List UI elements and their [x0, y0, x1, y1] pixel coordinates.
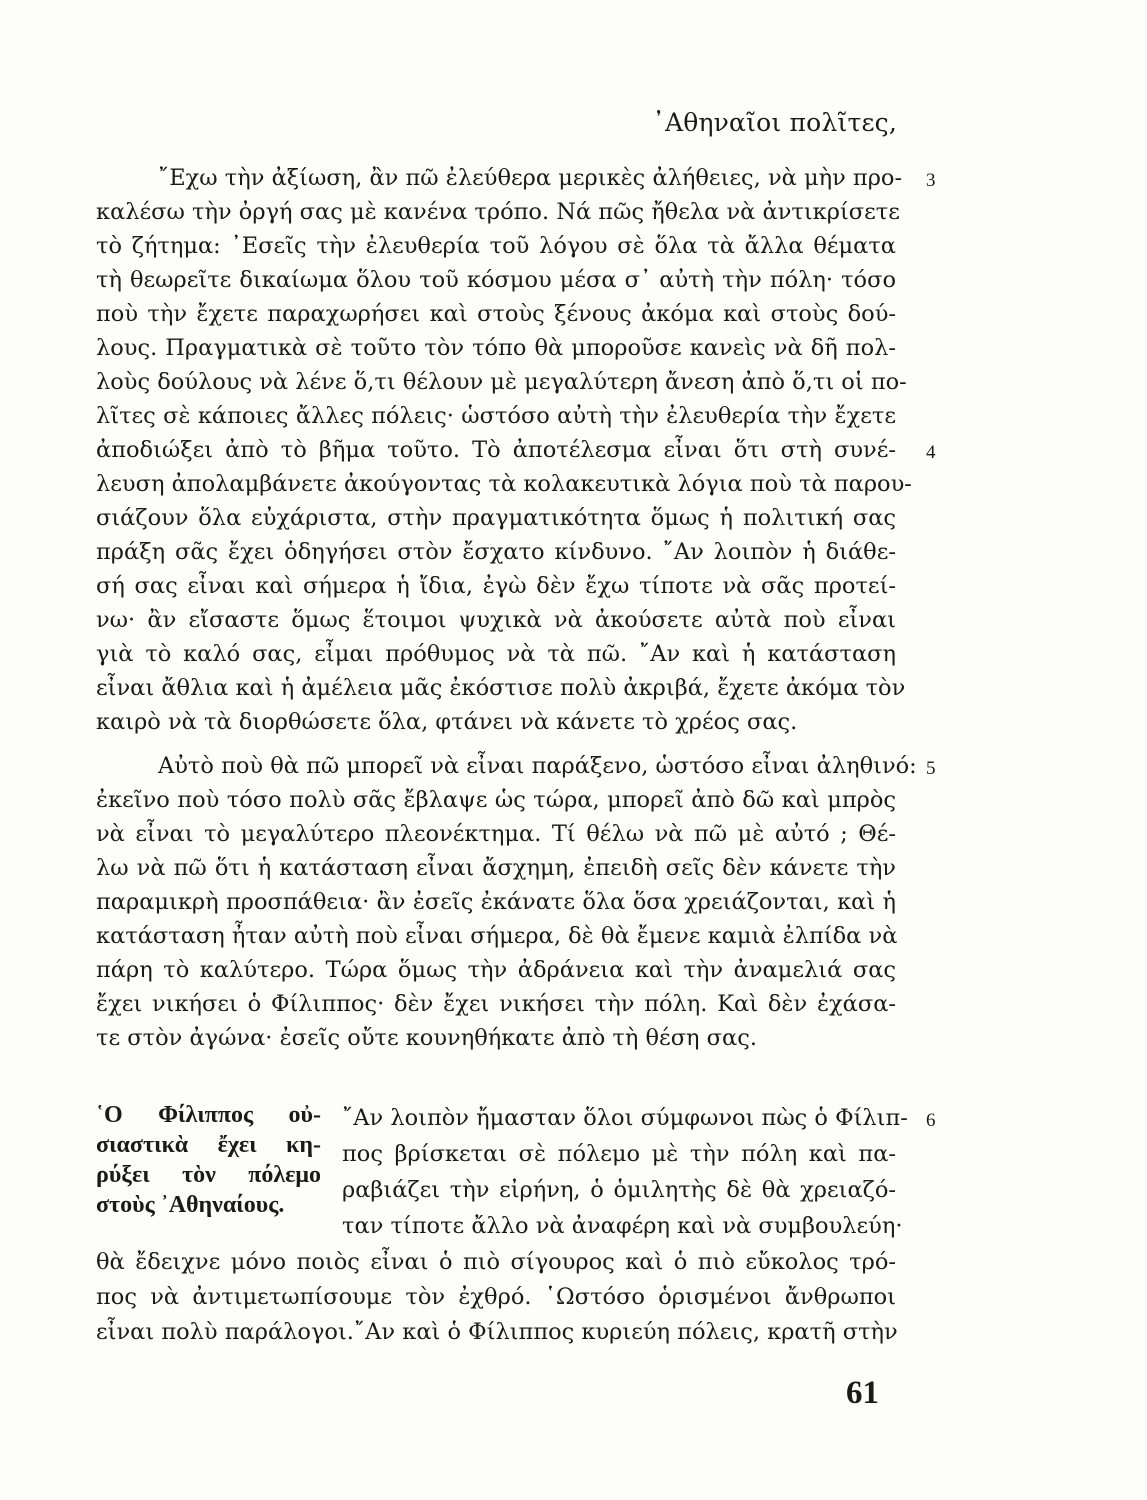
text-line: εἶναι πολὺ παράλογοι.῎Αν καὶ ὁ Φίλιππος κυριεύη πόλεις, κρατῆ στὴν [96, 1319, 898, 1345]
margin-summary-line: ῾Ο Φίλιππος οὐ- [96, 1102, 321, 1128]
text-line: νὰ εἶναι τὸ μεγαλύτερο πλεονέκτημα. Τί θέλω νὰ πῶ μὲ αὐτό ; Θέ- [96, 821, 896, 847]
text-line: λευση ἀπολαμβάνετε ἀκούγοντας τὰ κολακευτικὰ λόγια ποὺ τὰ παρου- [96, 471, 912, 497]
text-line: ραβιάζει τὴν εἰρήνη, ὁ ὁμιλητὴς δὲ θὰ χρειαζό- [342, 1177, 896, 1203]
text-line: πράξη σᾶς ἔχει ὁδηγήσει στὸν ἔσχατο κίνδυνο. ῎Αν λοιπὸν ἡ διάθε- [96, 539, 896, 565]
margin-paragraph-number: 3 [926, 170, 936, 191]
text-line: ἐκεῖνο ποὺ τόσο πολὺ σᾶς ἔβλαψε ὡς τώρα, μπορεῖ ἀπὸ δῶ καὶ μπρὸς [96, 787, 896, 813]
text-line: κατάσταση ἦταν αὐτὴ ποὺ εἶναι σήμερα, δὲ θὰ ἔμενε καμιὰ ἐλπίδα νὰ [96, 923, 898, 949]
text-line: λω νὰ πῶ ὅτι ἡ κατάσταση εἶναι ἄσχημη, ἐπειδὴ σεῖς δὲν κάνετε τὴν [96, 855, 896, 881]
page-number: 61 [846, 1375, 879, 1411]
address-heading: ᾿Αθηναῖοι πολῖτες, [652, 108, 897, 137]
text-line: εἶναι ἄθλια καὶ ἡ ἀμέλεια μᾶς ἐκόστισε πολὺ ἀκριβά, ἔχετε ἀκόμα τὸν [96, 675, 906, 701]
text-line: νω· ἂν εἴσαστε ὅμως ἕτοιμοι ψυχικὰ νὰ ἀκούσετε αὐτὰ ποὺ εἶναι [96, 607, 896, 633]
margin-paragraph-number: 5 [926, 758, 936, 779]
text-line: λῖτες σὲ κάποιες ἄλλες πόλεις· ὡστόσο αὐτὴ τὴν ἐλευθερία τὴν ἔχετε [96, 403, 896, 429]
text-line: θὰ ἔδειχνε μόνο ποιὸς εἶναι ὁ πιὸ σίγουρος καὶ ὁ πιὸ εὔκολος τρό- [96, 1249, 896, 1275]
text-line: Αὐτὸ ποὺ θὰ πῶ μπορεῖ νὰ εἶναι παράξενο, ὡστόσο εἶναι ἀληθινό: [158, 753, 917, 779]
text-line: λοὺς δούλους νὰ λένε ὅ,τι θέλουν μὲ μεγαλύτερη ἄνεση ἀπὸ ὅ,τι οἱ πο- [96, 369, 907, 395]
margin-summary-line: σιαστικὰ ἔχει κη- [96, 1132, 321, 1158]
margin-paragraph-number: 4 [926, 442, 936, 463]
margin-summary-line: ρύξει τὸν πόλεμο [96, 1162, 321, 1188]
text-line: σή σας εἶναι καὶ σήμερα ἡ ἴδια, ἐγὼ δὲν ἔχω τίποτε νὰ σᾶς προτεί- [96, 573, 896, 599]
text-line: τε στὸν ἀγώνα· ἐσεῖς οὔτε κουνηθήκατε ἀπὸ τὴ θέση σας. [96, 1025, 757, 1051]
margin-paragraph-number: 6 [926, 1110, 936, 1131]
text-line: τὴ θεωρεῖτε δικαίωμα ὅλου τοῦ κόσμου μέσα σ᾿ αὐτὴ τὴν πόλη· τόσο [96, 267, 896, 293]
text-line: πος βρίσκεται σὲ πόλεμο μὲ τὴν πόλη καὶ πα- [342, 1141, 896, 1167]
text-line: πος νὰ ἀντιμετωπίσουμε τὸν ἐχθρό. ῾Ωστόσο ὁρισμένοι ἄνθρωποι [96, 1284, 896, 1310]
text-line: γιὰ τὸ καλό σας, εἶμαι πρόθυμος νὰ τὰ πῶ. ῎Αν καὶ ἡ κατάσταση [96, 641, 896, 667]
text-line: ἔχει νικήσει ὁ Φίλιππος· δὲν ἔχει νικήσει τὴν πόλη. Καὶ δὲν ἐχάσα- [96, 991, 896, 1017]
text-line: ταν τίποτε ἄλλο νὰ ἀναφέρη καὶ νὰ συμβουλεύη· [342, 1213, 903, 1239]
text-line: πάρη τὸ καλύτερο. Τώρα ὅμως τὴν ἀδράνεια καὶ τὴν ἀναμελιά σας [96, 957, 896, 983]
text-line: ῎Εχω τὴν ἀξίωση, ἂν πῶ ἐλεύθερα μερικὲς ἀλήθειες, νὰ μὴν προ- [158, 165, 903, 191]
text-line: ῎Αν λοιπὸν ἤμασταν ὅλοι σύμφωνοι πὼς ὁ Φίλιπ- [342, 1105, 908, 1131]
text-line: ἀποδιώξει ἀπὸ τὸ βῆμα τοῦτο. Τὸ ἀποτέλεσμα εἶναι ὅτι στὴ συνέ- [96, 437, 896, 463]
text-line: ποὺ τὴν ἔχετε παραχωρήσει καὶ στοὺς ξένους ἀκόμα καὶ στοὺς δού- [96, 301, 896, 327]
margin-summary [96, 1100, 321, 1220]
margin-summary-line: στοὺς ᾿Αθηναίους. [96, 1192, 285, 1218]
text-line: καιρὸ νὰ τὰ διορθώσετε ὅλα, φτάνει νὰ κάνετε τὸ χρέος σας. [96, 709, 798, 735]
text-line: παραμικρὴ προσπάθεια· ἂν ἐσεῖς ἐκάνατε ὅλα ὅσα χρειάζονται, καὶ ἡ [96, 889, 896, 915]
text-line: λους. Πραγματικὰ σὲ τοῦτο τὸν τόπο θὰ μποροῦσε κανεὶς νὰ δῆ πολ- [96, 335, 896, 361]
text-line: σιάζουν ὅλα εὐχάριστα, στὴν πραγματικότητα ὅμως ἡ πολιτική σας [96, 505, 896, 531]
text-line: καλέσω τὴν ὀργή σας μὲ κανένα τρόπο. Νά πῶς ἤθελα νὰ ἀντικρίσετε [96, 199, 900, 225]
text-line: τὸ ζήτημα: ᾿Εσεῖς τὴν ἐλευθερία τοῦ λόγου σὲ ὅλα τὰ ἄλλα θέματα [96, 233, 896, 259]
